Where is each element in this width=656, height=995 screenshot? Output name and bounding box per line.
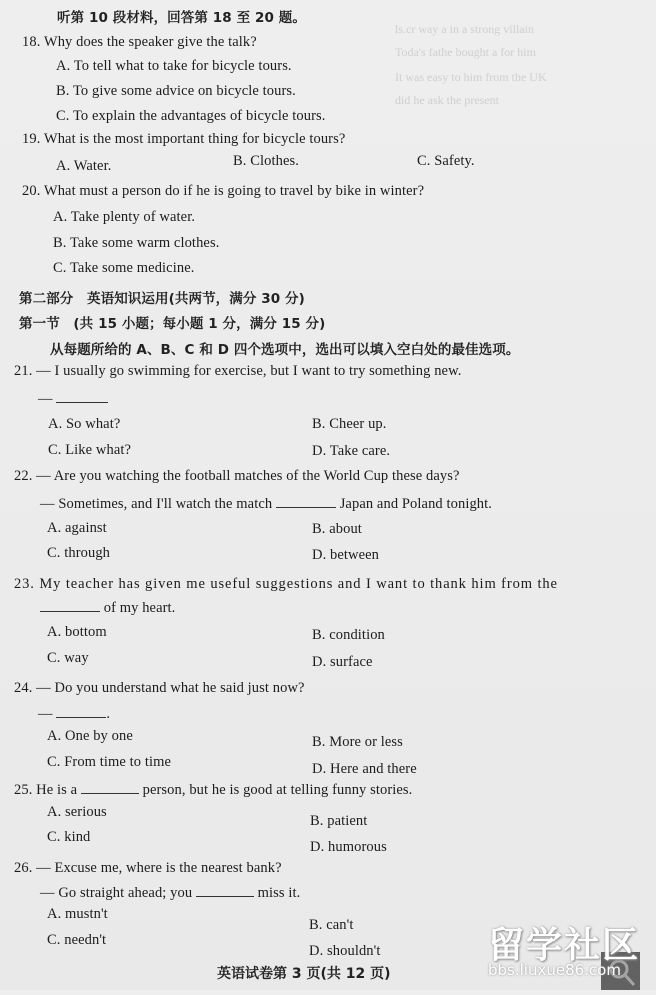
option: B. patient	[310, 813, 368, 829]
answer-line	[40, 884, 300, 902]
sentence-part: — Sometimes, and I'll watch the match	[40, 496, 273, 512]
question-26	[14, 860, 282, 877]
question-text: My teacher has given me useful suggestions and I want to thank him from the	[39, 576, 558, 592]
sentence-part: He is a	[36, 782, 78, 798]
answer-line	[38, 390, 108, 408]
question-text: Why does the speaker give the talk?	[43, 34, 257, 50]
answer-blank	[56, 705, 106, 718]
bleed-through-text: It was easy to him from the UK	[395, 70, 547, 84]
page-footer: 英语试卷第 3 页(共 12 页)	[217, 966, 391, 982]
answer-blank	[40, 599, 100, 612]
option: C. needn't	[47, 932, 107, 948]
answer-blank	[56, 390, 108, 403]
question-text: — Are you watching the football matches of the World Cup these days?	[36, 468, 460, 484]
option: C. From time to time	[47, 754, 172, 770]
watermark	[484, 917, 656, 990]
option: D. surface	[312, 654, 373, 670]
answer-blank	[196, 884, 254, 897]
option: B. More or less	[312, 734, 403, 750]
answer-line	[38, 705, 110, 723]
question-18	[22, 34, 257, 51]
option: D. Here and there	[312, 761, 417, 777]
question-number: 24.	[14, 680, 33, 696]
option: A. So what?	[48, 416, 121, 432]
question-19	[22, 131, 345, 148]
option: C. Safety.	[417, 153, 475, 169]
answer-blank	[276, 495, 336, 508]
option: B. Clothes.	[233, 153, 299, 169]
option: C. through	[47, 545, 111, 561]
option: D. humorous	[310, 839, 387, 855]
question-text: What must a person do if he is going to travel by bike in winter?	[43, 183, 425, 199]
option: B. about	[312, 521, 362, 537]
option: B. Cheer up.	[312, 416, 387, 432]
option: A. serious	[47, 804, 107, 820]
bleed-through-text: Toda's fathe bought a for him	[395, 45, 536, 59]
option: A. Take plenty of water.	[53, 209, 196, 225]
option: D. Take care.	[312, 443, 391, 459]
option: B. To give some advice on bicycle tours.	[56, 83, 296, 99]
option: C. Take some medicine.	[53, 260, 195, 276]
option: C. way	[47, 650, 89, 666]
question-number: 22.	[14, 468, 33, 484]
question-25	[14, 781, 412, 799]
option: A. mustn't	[47, 906, 108, 922]
sentence-part: .	[106, 706, 111, 722]
option: C. Like what?	[48, 442, 132, 458]
listening-instruction: 听第 10 段材料，回答第 18 至 20 题。	[57, 10, 306, 26]
watermark-url: bbs.liuxue86.com	[488, 961, 621, 979]
section1-instruction: 从每题所给的 A、B、C 和 D 四个选项中，选出可以填入空白处的最佳选项。	[50, 342, 520, 358]
sentence-part: — Go straight ahead; you	[40, 885, 193, 901]
question-number: 21.	[14, 363, 33, 379]
answer-blank	[81, 781, 139, 794]
option: B. can't	[309, 917, 354, 933]
dash: —	[38, 706, 53, 722]
question-22	[14, 468, 460, 485]
sentence-part: person, but he is good at telling funny stories.	[142, 782, 413, 798]
option: A. One by one	[47, 728, 133, 744]
section1-heading: 第一节 (共 15 小题；每小题 1 分，满分 15 分)	[19, 316, 326, 332]
sentence-part: miss it.	[257, 885, 301, 901]
option: D. between	[312, 547, 380, 563]
option: A. Water.	[56, 158, 112, 174]
question-23	[14, 576, 558, 593]
question-text: — I usually go swimming for exercise, but I want to try something new.	[36, 363, 462, 379]
option: D. shouldn't	[309, 943, 381, 959]
dash: —	[38, 391, 53, 407]
question-text: — Do you understand what he said just now?	[36, 680, 305, 696]
bleed-through-text: ls.cr way a in a strong villain	[395, 22, 534, 36]
question-text: — Excuse me, where is the nearest bank?	[36, 860, 282, 876]
sentence-part: Japan and Poland tonight.	[339, 496, 493, 512]
answer-line	[40, 495, 492, 513]
option: B. Take some warm clothes.	[53, 235, 220, 251]
option: B. condition	[312, 627, 385, 643]
bleed-through-text: did he ask the present	[395, 93, 499, 107]
question-text: What is the most important thing for bicycle tours?	[43, 131, 346, 147]
question-21	[14, 363, 461, 380]
option: A. against	[47, 520, 107, 536]
option: C. kind	[47, 829, 91, 845]
question-number: 26.	[14, 860, 33, 876]
watermark-brand: 留学社区	[488, 925, 641, 966]
question-24	[14, 680, 305, 697]
option: A. bottom	[47, 624, 107, 640]
question-number: 25.	[14, 782, 33, 798]
option: A. To tell what to take for bicycle tours.	[56, 58, 292, 74]
question-20	[22, 183, 424, 200]
answer-line	[40, 599, 175, 617]
question-number: 23.	[14, 576, 35, 592]
sentence-part: of my heart.	[103, 600, 176, 616]
option: C. To explain the advantages of bicycle tours.	[56, 108, 326, 124]
question-number: 19.	[22, 131, 41, 147]
question-number: 18.	[22, 34, 41, 50]
question-number: 20.	[22, 183, 41, 199]
part2-heading: 第二部分 英语知识运用(共两节，满分 30 分)	[19, 291, 305, 307]
